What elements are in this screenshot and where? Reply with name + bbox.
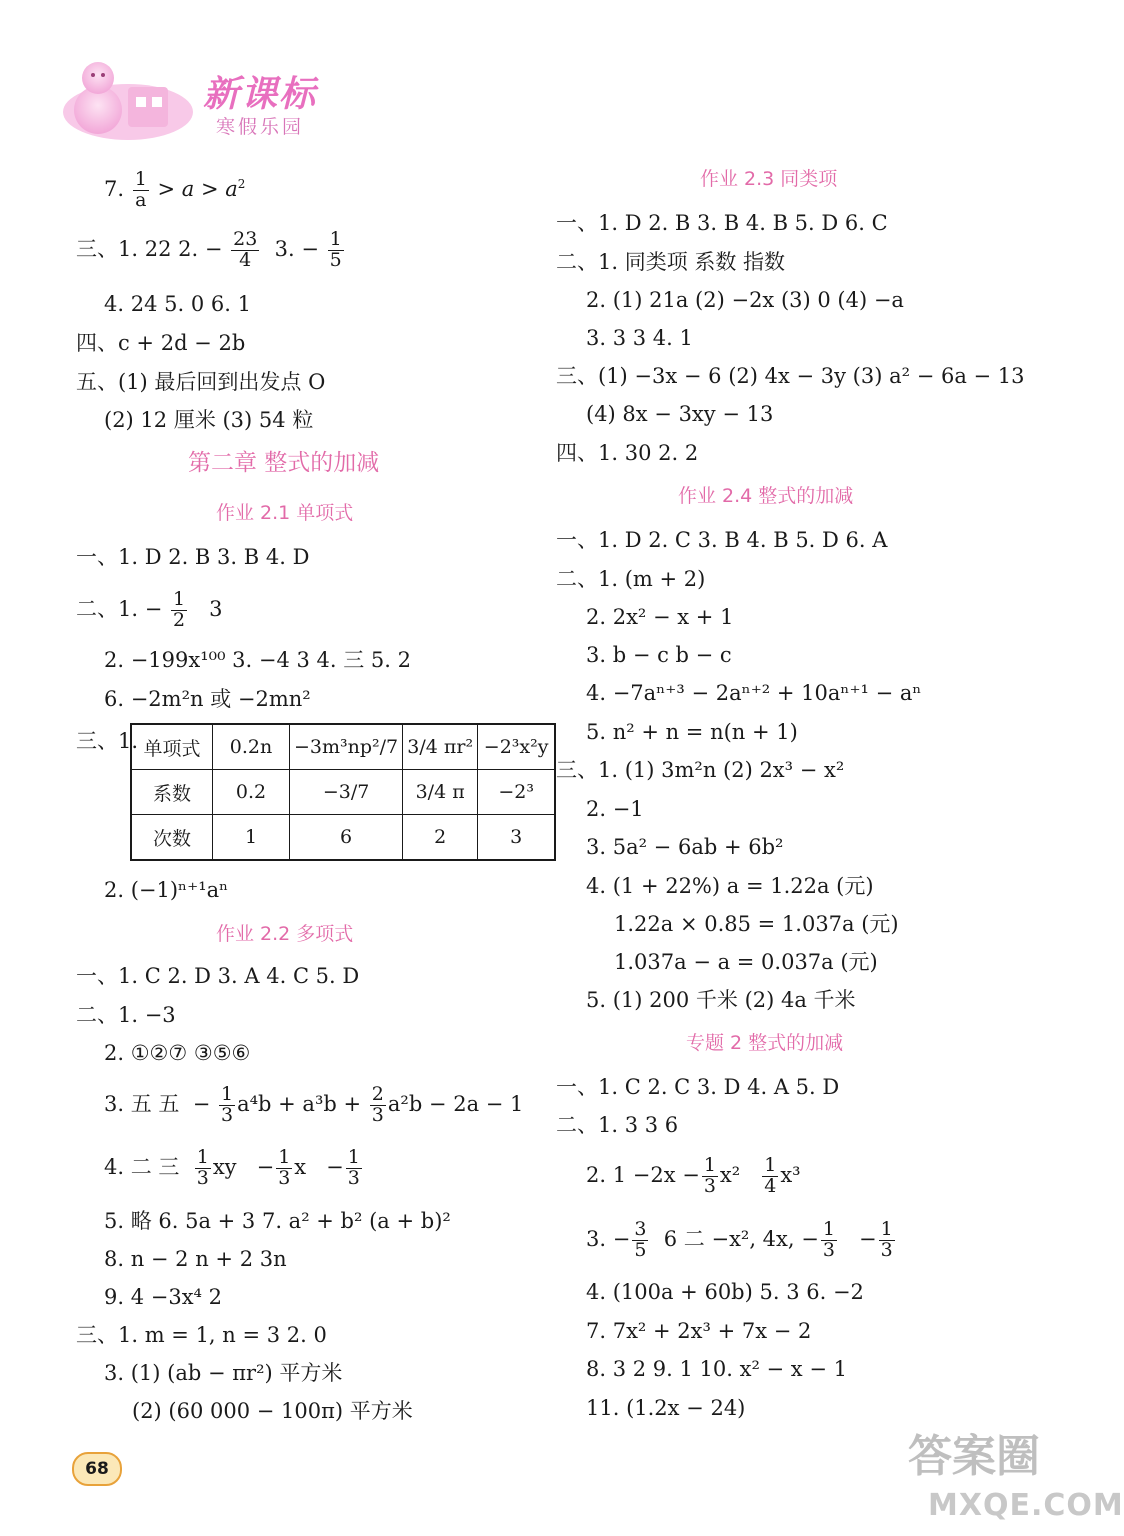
- table-row: 次数 1 6 2 3: [131, 815, 555, 861]
- r-row1: 一、1. D 2. B 3. B 4. B 5. D 6. C: [556, 211, 888, 235]
- r-row24: 3. − $\frac{3}{5}$ 6 二 −x², 4x, − $\frac{1}{3}$ − $\frac{1}{3}$: [586, 1218, 893, 1261]
- r-row2: 二、1. 同类项 系数 指数: [556, 250, 786, 274]
- r-row13: 5. n² + n = n(n + 1): [586, 720, 798, 744]
- table-row: 系数 0.2 −3/7 3/4 π −2³: [131, 770, 555, 815]
- r-row20: 5. (1) 200 千米 (2) 4a 千米: [586, 988, 856, 1012]
- chapter-title: 第二章 整式的加减: [188, 450, 380, 476]
- r-row11: 3. b − c b − c: [586, 643, 732, 667]
- r-row3: 2. (1) 21a (2) −2x (3) 0 (4) −a: [586, 288, 904, 312]
- hw21-row2: 二、1. − $\frac{1}{2}$ 3: [76, 588, 223, 631]
- watermark-url: MXQE.COM: [928, 1488, 1124, 1523]
- hw22-row5: 4. 二 三 $\frac{1}{3}$ xy − $\frac{1}{3}$ x − $\frac{1}{3}$: [104, 1146, 360, 1189]
- hw22-row6: 5. 略 6. 5a + 3 7. a² + b² (a + b)²: [104, 1209, 451, 1233]
- hw22-row8: 9. 4 −3x⁴ 2: [104, 1285, 223, 1309]
- r-row4: 3. 3 3 4. 1: [586, 326, 693, 350]
- hw23-title: 作业 2.3 同类项: [700, 168, 838, 190]
- r-row21: 一、1. C 2. C 3. D 4. A 5. D: [556, 1075, 840, 1099]
- left-answer-7: 7. $\frac{1}{a}$ > $a > a^2$: [104, 168, 246, 211]
- watermark: [908, 1420, 1124, 1530]
- hw22-row1: 一、1. C 2. D 3. A 4. C 5. D: [76, 964, 360, 988]
- r-row18: 1.22a × 0.85 = 1.037a (元): [614, 912, 899, 936]
- left-section5-1: 五、(1) 最后回到出发点 O: [76, 370, 326, 394]
- r-row15: 2. −1: [586, 797, 644, 821]
- snowman-icon: [58, 52, 198, 142]
- r-row19: 1.037a − a = 0.037a (元): [614, 950, 878, 974]
- r-row6: (4) 8x − 3xy − 13: [586, 402, 774, 426]
- hw21-row5-label: 三、1.: [76, 729, 139, 753]
- hw22-row2: 二、1. −3: [76, 1003, 176, 1027]
- r-row27: 8. 3 2 9. 1 10. x² − x − 1: [586, 1357, 847, 1381]
- hw22-title: 作业 2.2 多项式: [216, 923, 354, 945]
- r-row12: 4. −7aⁿ⁺³ − 2aⁿ⁺² + 10aⁿ⁺¹ − aⁿ: [586, 681, 922, 705]
- page-number: 68: [72, 1452, 122, 1486]
- hw22-row4: 3. 五 五 − $\frac{1}{3}$ a⁴b + a³b + $\frac{2}{3}$ a²b − 2a − 1: [104, 1083, 524, 1126]
- header-subtitle: 寒假乐园: [216, 116, 305, 138]
- monomial-table: [130, 723, 556, 861]
- r-row5: 三、(1) −3x − 6 (2) 4x − 3y (3) a² − 6a − 13: [556, 364, 1025, 388]
- hw22-row9: 三、1. m = 1, n = 3 2. 0: [76, 1323, 327, 1347]
- header-logo: [58, 52, 338, 144]
- r-row17: 4. (1 + 22%) a = 1.22a (元): [586, 874, 874, 898]
- r-row8: 一、1. D 2. C 3. B 4. B 5. D 6. A: [556, 528, 888, 552]
- watermark-logo: 答案圈: [908, 1431, 1040, 1482]
- hw21-row4: 6. −2m²n 或 −2mn²: [104, 687, 311, 711]
- r-row22: 二、1. 3 3 6: [556, 1113, 679, 1137]
- hw22-row11: (2) (60 000 − 100π) 平方米: [132, 1399, 413, 1423]
- r-row14: 三、1. (1) 3m²n (2) 2x³ − x²: [556, 758, 845, 782]
- hw21-title: 作业 2.1 单项式: [216, 502, 354, 524]
- table-row: 单项式 0.2n −3m³np²/7 3/4 πr² −2³x²y: [131, 724, 555, 770]
- hw21-row1: 一、1. D 2. B 3. B 4. D: [76, 545, 310, 569]
- left-section5-2: (2) 12 厘米 (3) 54 粒: [104, 408, 314, 432]
- r-row28: 11. (1.2x − 24): [586, 1396, 746, 1420]
- r-row26: 7. 7x² + 2x³ + 7x − 2: [586, 1319, 812, 1343]
- topic2-title: 专题 2 整式的加减: [686, 1032, 844, 1054]
- header-title: 新课标: [203, 74, 318, 115]
- r-row25: 4. (100a + 60b) 5. 3 6. −2: [586, 1280, 864, 1304]
- hw21-row6: 2. (−1)ⁿ⁺¹aⁿ: [104, 878, 229, 902]
- r-row23: 2. 1 −2x − $\frac{1}{3}$ x² $\frac{1}{4}$ x³: [586, 1154, 801, 1197]
- r-row16: 3. 5a² − 6ab + 6b²: [586, 835, 784, 859]
- hw22-row10: 3. (1) (ab − πr²) 平方米: [104, 1361, 343, 1385]
- hw22-row7: 8. n − 2 n + 2 3n: [104, 1247, 287, 1271]
- left-section4: 四、c + 2d − 2b: [76, 331, 246, 355]
- r-row7: 四、1. 30 2. 2: [556, 441, 699, 465]
- r-row10: 2. 2x² − x + 1: [586, 605, 734, 629]
- left-section3-row2: 4. 24 5. 0 6. 1: [104, 292, 251, 316]
- hw24-title: 作业 2.4 整式的加减: [678, 485, 854, 507]
- left-section3-row1: 三、1. 22 2. − $\frac{23}{4}$ 3. − $\frac{1}{5}$: [76, 228, 342, 271]
- r-row9: 二、1. (m + 2): [556, 567, 706, 591]
- hw22-row3: 2. ①②⑦ ③⑤⑥: [104, 1041, 251, 1065]
- hw21-row3: 2. −199x¹⁰⁰ 3. −4 3 4. 三 5. 2: [104, 648, 412, 672]
